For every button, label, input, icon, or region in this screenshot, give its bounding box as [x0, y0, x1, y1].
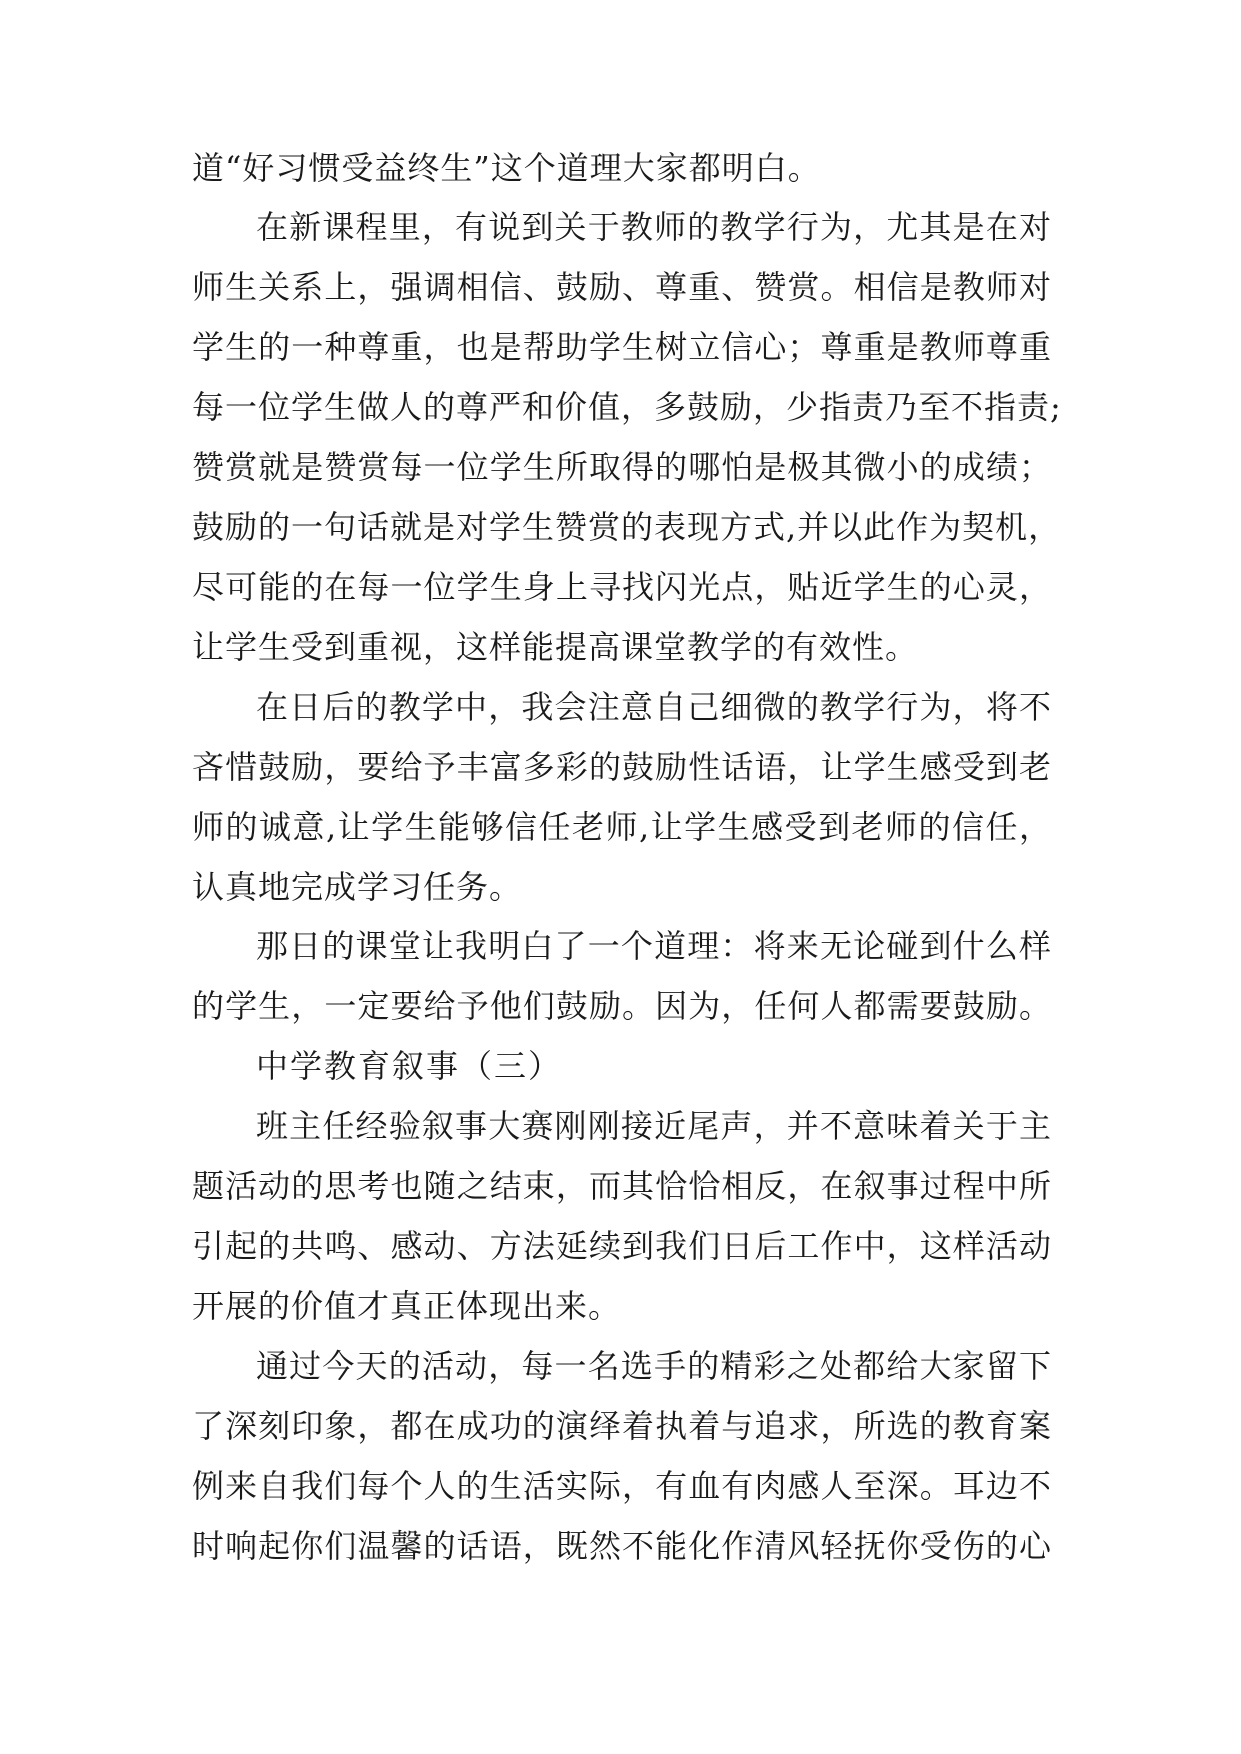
text-line: 吝惜鼓励，要给予丰富多彩的鼓励性话语，让学生感受到老: [192, 748, 1052, 786]
text-line: 学生的一种尊重，也是帮助学生树立信心；尊重是教师尊重: [192, 328, 1052, 366]
text-line: 了深刻印象，都在成功的演绎着执着与追求，所选的教育案: [192, 1407, 1052, 1445]
text-line: 道“好习惯受益终生”这个道理大家都明白。: [192, 149, 821, 187]
text-line: 那日的课堂让我明白了一个道理：将来无论碰到什么样: [256, 927, 1052, 965]
text-line: 师的诚意,让学生能够信任老师,让学生感受到老师的信任，: [192, 808, 1052, 846]
text-line: 尽可能的在每一位学生身上寻找闪光点，贴近学生的心灵，: [192, 568, 1052, 606]
text-line: 每一位学生做人的尊严和价值，多鼓励，少指责乃至不指责;: [192, 388, 1062, 426]
text-line: 开展的价值才真正体现出来。: [192, 1287, 622, 1325]
text-line: 在新课程里，有说到关于教师的教学行为，尤其是在对: [256, 208, 1052, 246]
text-line: 例来自我们每个人的生活实际，有血有肉感人至深。耳边不: [192, 1467, 1052, 1505]
text-line: 让学生受到重视，这样能提高课堂教学的有效性。: [192, 628, 919, 666]
text-line: 鼓励的一句话就是对学生赞赏的表现方式,并以此作为契机，: [192, 508, 1062, 546]
text-line: 通过今天的活动，每一名选手的精彩之处都给大家留下: [256, 1347, 1052, 1385]
text-line: 赞赏就是赞赏每一位学生所取得的哪怕是极其微小的成绩；: [192, 448, 1052, 486]
text-line: 题活动的思考也随之结束，而其恰恰相反，在叙事过程中所: [192, 1167, 1052, 1205]
text-line: 在日后的教学中，我会注意自己细微的教学行为，将不: [256, 688, 1052, 726]
text-line: 的学生，一定要给予他们鼓励。因为，任何人都需要鼓励。: [192, 987, 1052, 1025]
text-line: 师生关系上，强调相信、鼓励、尊重、赞赏。相信是教师对: [192, 268, 1052, 306]
text-line: 班主任经验叙事大赛刚刚接近尾声，并不意味着关于主: [256, 1107, 1052, 1145]
text-line: 时响起你们温馨的话语，既然不能化作清风轻抚你受伤的心: [192, 1527, 1052, 1565]
text-line: 引起的共鸣、感动、方法延续到我们日后工作中，这样活动: [192, 1227, 1052, 1265]
section-heading: 中学教育叙事（三）: [256, 1047, 563, 1085]
text-line: 认真地完成学习任务。: [192, 868, 523, 906]
